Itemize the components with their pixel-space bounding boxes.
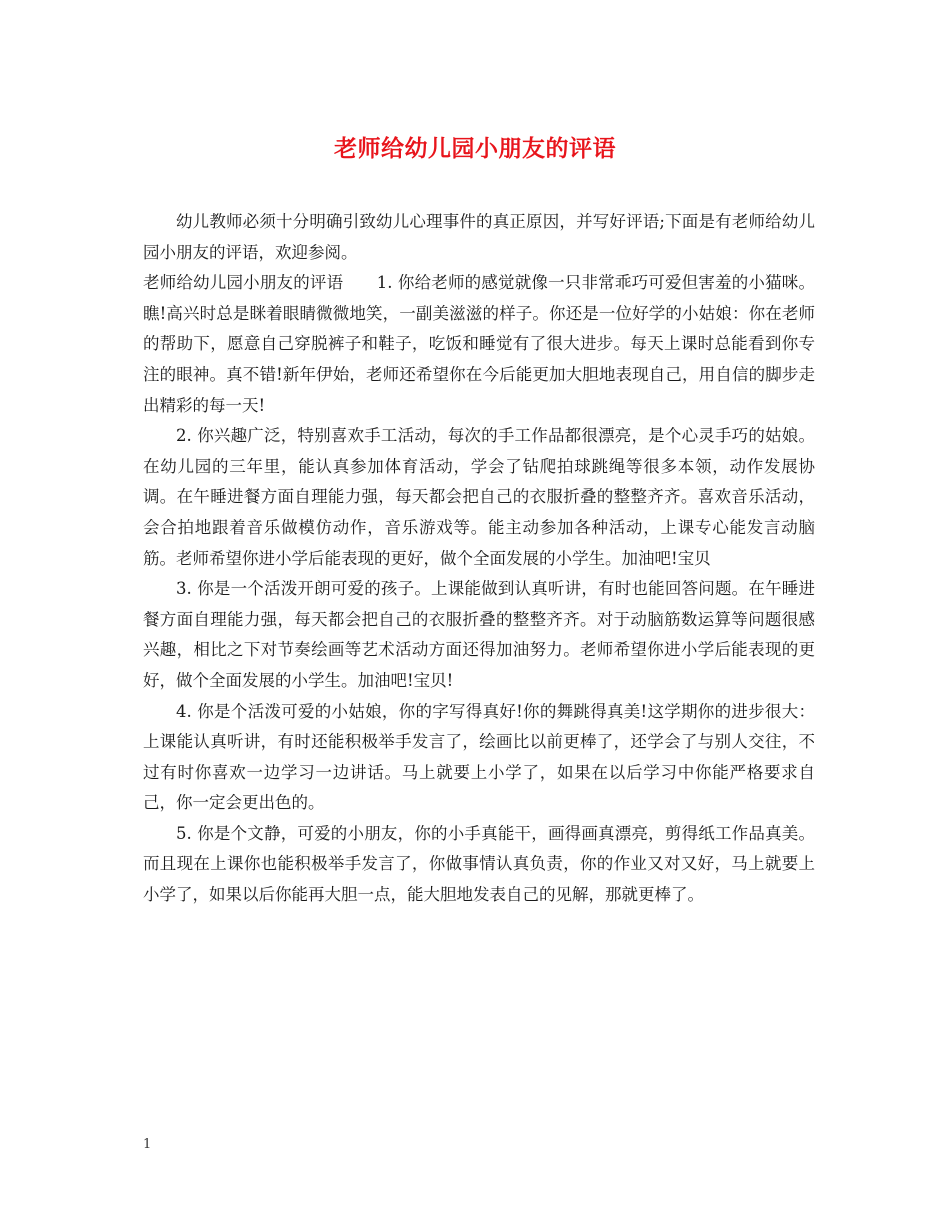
- comment-paragraph-1: 老师给幼儿园小朋友的评语 1. 你给老师的感觉就像一只非常乖巧可爱但害羞的小猫咪。瞧!高兴时总是眯着眼睛微微地笑，一副美滋滋的样子。你还是一位好学的小姑娘：你在老师的帮助下，愿意自己穿脱裤子和鞋子，吃饭和睡觉有了很大进步。每天上课时总能看到你专注的眼神。真不错!新年伊始，老师还希望你在今后能更加大胆地表现自己，用自信的脚步走出精彩的每一天!: [143, 273, 815, 415]
- comment-paragraph-2: 2. 你兴趣广泛，特别喜欢手工活动，每次的手工作品都很漂亮，是个心灵手巧的姑娘。在幼儿园的三年里，能认真参加体育活动，学会了钻爬拍球跳绳等很多本领，动作发展协调。在午睡进餐方面自理能力强，每天都会把自己的衣服折叠的整整齐齐。喜欢音乐活动，会合拍地跟着音乐做模仿动作，音乐游戏等。能主动参加各种活动，上课专心能发言动脑筋。老师希望你进小学后能表现的更好，做个全面发展的小学生。加油吧!宝贝: [143, 426, 815, 568]
- page-title: 老师给幼儿园小朋友的评语: [334, 135, 616, 162]
- intro-paragraph: 幼儿教师必须十分明确引致幼儿心理事件的真正原因，并写好评语;下面是有老师给幼儿园小朋友的评语，欢迎参阅。: [143, 212, 815, 262]
- comment-paragraph-4: 4. 你是个活泼可爱的小姑娘，你的字写得真好!你的舞跳得真美!这学期你的进步很大：上课能认真听讲，有时还能积极举手发言了，绘画比以前更棒了，还学会了与别人交往，不过有时你喜欢一边学习一边讲话。马上就要上小学了，如果在以后学习中你能严格要求自己，你一定会更出色的。: [143, 701, 815, 813]
- comment-paragraph-3: 3. 你是一个活泼开朗可爱的孩子。上课能做到认真听讲，有时也能回答问题。在午睡进餐方面自理能力强，每天都会把自己的衣服折叠的整整齐齐。对于动脑筋数运算等问题很感兴趣，相比之下对节奏绘画等艺术活动方面还得加油努力。老师希望你进小学后能表现的更好，做个全面发展的小学生。加油吧!宝贝!: [143, 579, 815, 690]
- document-body: [143, 207, 815, 911]
- page-number: 1: [143, 1137, 152, 1152]
- comment-paragraph-5: 5. 你是个文静，可爱的小朋友，你的小手真能干，画得画真漂亮，剪得纸工作品真美。而且现在上课你也能积极举手发言了，你做事情认真负责，你的作业又对又好，马上就要上小学了，如果以后你能再大胆一点，能大胆地发表自己的见解，那就更棒了。: [143, 823, 815, 905]
